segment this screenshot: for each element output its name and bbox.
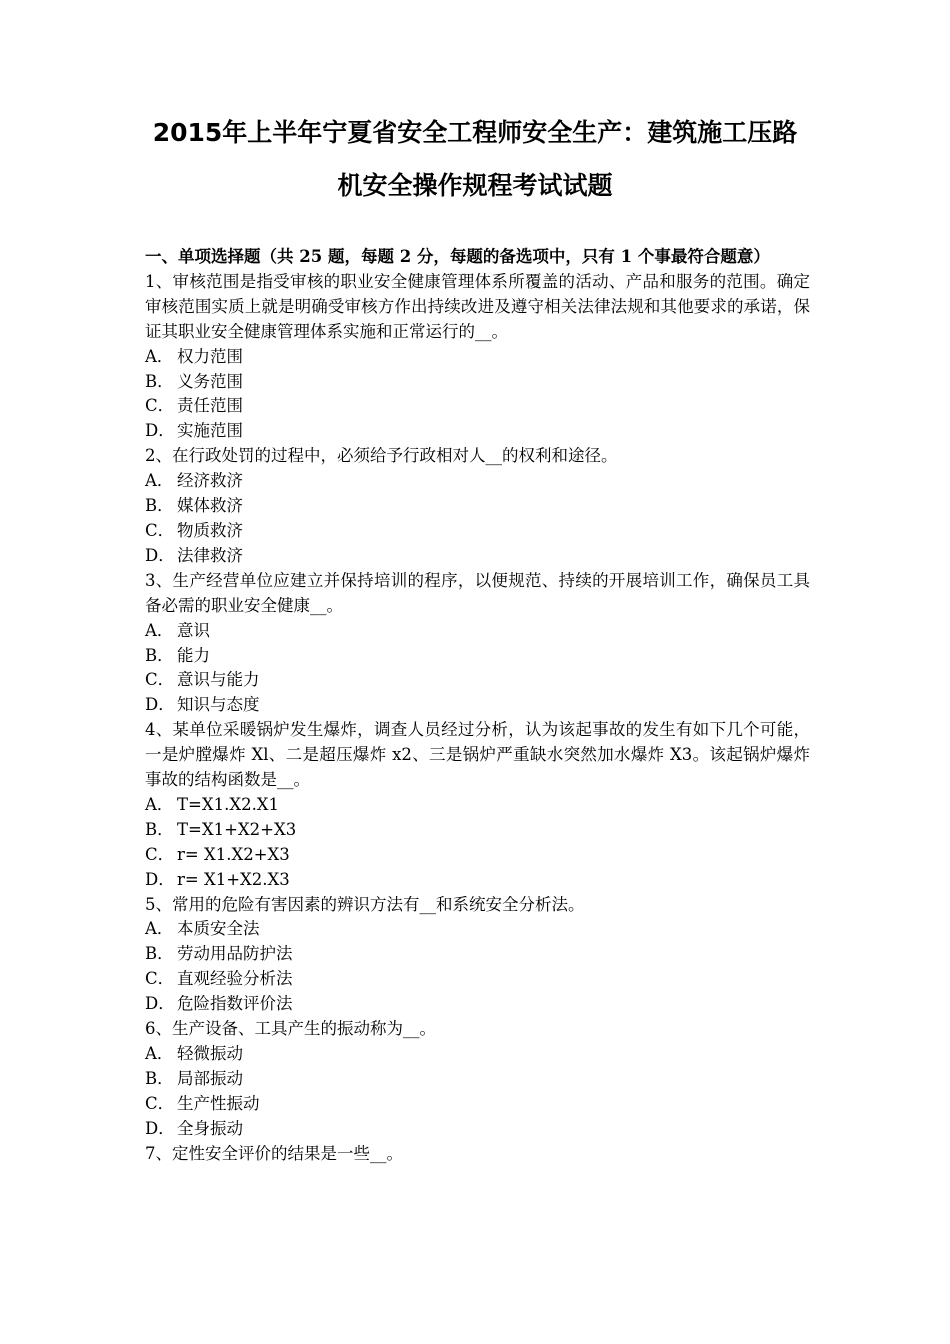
option-text: T=X1.X2.X1 <box>177 794 280 814</box>
option-d <box>145 544 810 569</box>
option-letter: A． <box>145 794 174 814</box>
option-d <box>145 1117 810 1142</box>
document-title-line-2: 机安全操作规程考试试题 <box>337 171 613 200</box>
option-c <box>145 519 810 544</box>
option-letter: B． <box>145 371 174 391</box>
option-b <box>145 644 810 669</box>
option-text: 义务范围 <box>177 371 243 391</box>
question-stem: 7、定性安全评价的结果是一些__。 <box>145 1143 403 1163</box>
option-d <box>145 693 810 718</box>
option-letter: C． <box>145 969 175 989</box>
option-text: 生产性振动 <box>177 1093 260 1113</box>
option-d <box>145 419 810 444</box>
option-letter: A． <box>145 346 174 366</box>
option-letter: D． <box>145 1118 175 1138</box>
option-text: 劳动用品防护法 <box>177 944 293 964</box>
option-text: 全身振动 <box>177 1118 243 1138</box>
option-a <box>145 917 810 942</box>
option-text: 意识 <box>177 620 210 640</box>
option-letter: D． <box>145 545 175 565</box>
option-a <box>145 619 810 644</box>
option-b <box>145 370 810 395</box>
question-6 <box>145 1017 810 1142</box>
option-letter: A． <box>145 919 174 939</box>
option-text: 知识与态度 <box>177 695 260 715</box>
question-stem: 6、生产设备、工具产生的振动称为__。 <box>145 1019 436 1039</box>
option-text: 局部振动 <box>177 1068 243 1088</box>
option-letter: A． <box>145 471 174 491</box>
option-text: 媒体救济 <box>177 496 243 516</box>
option-a <box>145 469 810 494</box>
option-c <box>145 843 810 868</box>
option-c <box>145 967 810 992</box>
question-1 <box>145 270 810 444</box>
option-b <box>145 494 810 519</box>
option-c <box>145 394 810 419</box>
option-letter: C． <box>145 396 175 416</box>
option-letter: B． <box>145 1068 174 1088</box>
option-text: 本质安全法 <box>177 919 260 939</box>
option-a <box>145 345 810 370</box>
option-text: 法律救济 <box>177 545 243 565</box>
document-title-line-1: 2015年上半年宁夏省安全工程师安全生产：建筑施工压路 <box>152 118 798 147</box>
option-letter: D． <box>145 421 175 441</box>
question-7 <box>145 1142 810 1167</box>
option-text: 危险指数评价法 <box>177 994 293 1014</box>
option-b <box>145 818 810 843</box>
option-letter: B． <box>145 819 174 839</box>
option-c <box>145 1092 810 1117</box>
option-letter: D． <box>145 994 175 1014</box>
option-letter: B． <box>145 944 174 964</box>
question-stem: 2、在行政处罚的过程中，必须给予行政相对人__的权利和途径。 <box>145 446 618 466</box>
option-text: 意识与能力 <box>177 670 260 690</box>
option-a <box>145 1042 810 1067</box>
option-text: 直观经验分析法 <box>177 969 293 989</box>
option-b <box>145 942 810 967</box>
option-letter: A． <box>145 1044 174 1063</box>
option-d <box>145 868 810 893</box>
option-letter: B． <box>145 645 174 665</box>
question-2 <box>145 444 810 569</box>
option-text: 经济救济 <box>177 471 243 491</box>
option-letter: C． <box>145 520 175 540</box>
option-b <box>145 1067 810 1092</box>
option-letter: A． <box>145 620 174 640</box>
option-letter: B． <box>145 496 174 516</box>
option-c <box>145 668 810 693</box>
option-text: 责任范围 <box>177 396 243 416</box>
option-letter: C． <box>145 670 175 690</box>
option-text: 轻微振动 <box>177 1044 243 1063</box>
option-d <box>145 992 810 1017</box>
option-text: 物质救济 <box>177 520 243 540</box>
option-text: r= X1+X2.X3 <box>177 869 290 889</box>
question-stem: 4、某单位采暖锅炉发生爆炸，调查人员经过分析，认为该起事故的发生有如下几个可能，一是炉膛爆炸 Xl、二是超压爆炸 x2、三是锅炉严重缺水突然加水爆炸 X3。该起锅炉爆炸事故的结构函数是__。 <box>145 720 810 790</box>
document-body <box>145 245 810 1167</box>
question-4 <box>145 718 810 892</box>
question-stem: 3、生产经营单位应建立并保持培训的程序，以便规范、持续的开展培训工作，确保员工具备必需的职业安全健康__。 <box>145 570 810 615</box>
option-letter: C． <box>145 844 175 864</box>
option-text: T=X1+X2+X3 <box>177 819 297 839</box>
option-text: 实施范围 <box>177 421 243 441</box>
option-text: 权力范围 <box>177 346 243 366</box>
option-letter: D． <box>145 695 175 715</box>
option-letter: D． <box>145 869 175 889</box>
section-header: 一、单项选择题（共 25 题，每题 2 分，每题的备选项中，只有 1 个事最符合题意） <box>145 247 770 266</box>
question-5 <box>145 893 810 1018</box>
option-text: r= X1.X2+X3 <box>177 844 290 864</box>
option-a <box>145 793 810 818</box>
question-3 <box>145 569 810 718</box>
option-text: 能力 <box>177 645 210 665</box>
option-letter: C． <box>145 1093 175 1113</box>
question-stem: 1、审核范围是指受审核的职业安全健康管理体系所覆盖的活动、产品和服务的范围。确定审核范围实质上就是明确受审核方作出持续改进及遵守相关法律法规和其他要求的承诺，保证其职业安全健康管理体系实施和正常运行的__。 <box>145 271 810 341</box>
question-stem: 5、常用的危险有害因素的辨识方法有__和系统安全分析法。 <box>145 894 585 914</box>
